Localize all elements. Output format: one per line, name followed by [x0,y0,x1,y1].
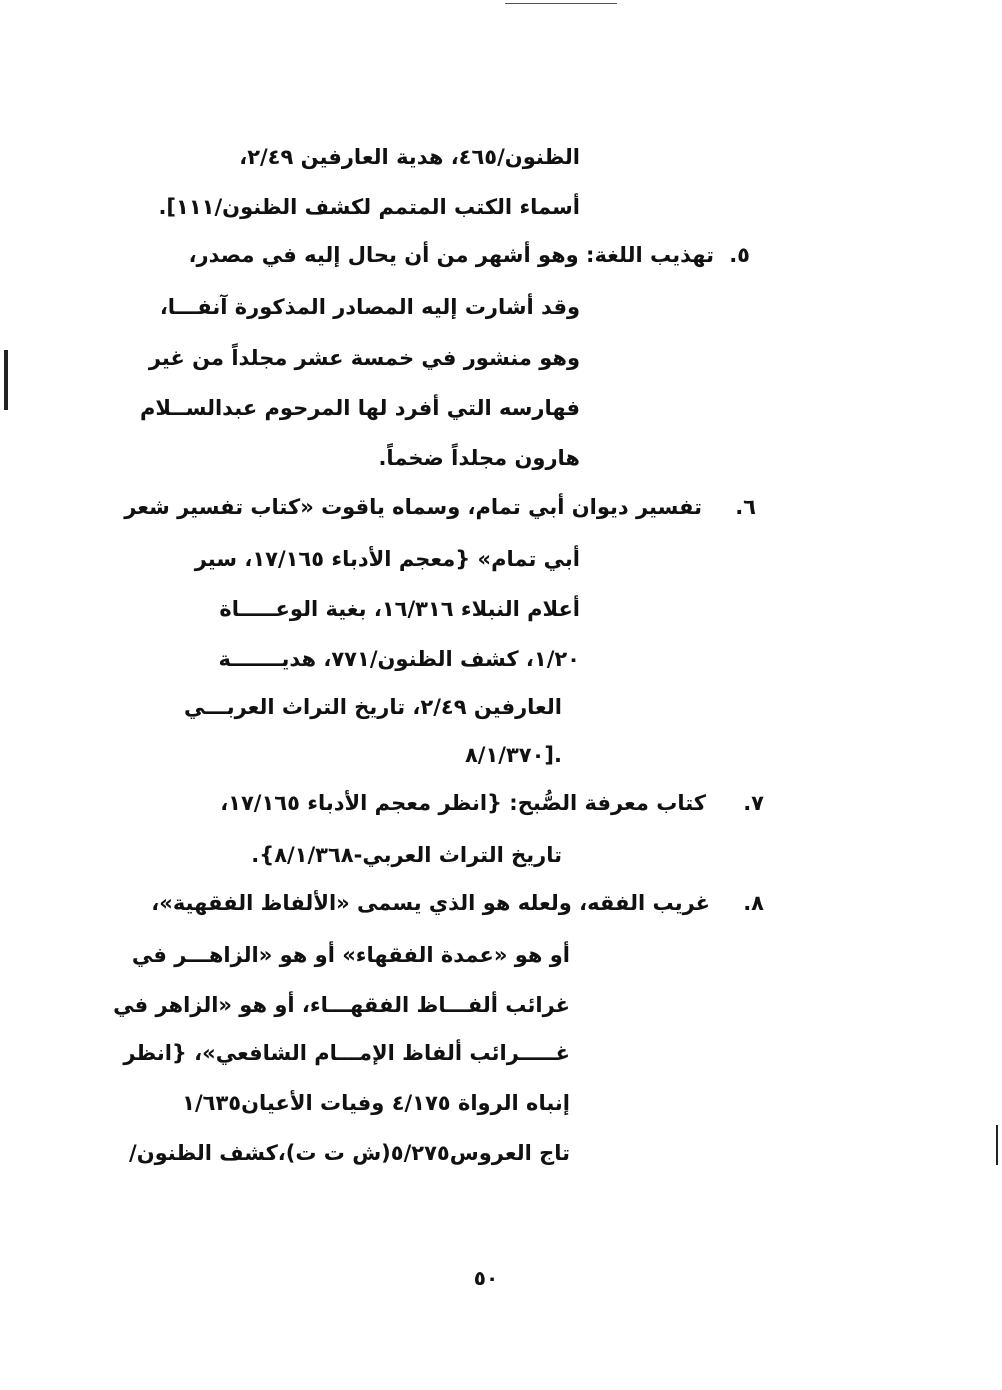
text-line: تاج العروس٥/٢٧٥(ش ت ت)،كشف الظنون/ [129,1141,570,1165]
text-line: تاريخ التراث العربي-٨/١/٣٦٨}. [251,843,562,867]
text-line: غـــــرائب ألفاظ الإمـــام الشافعي»، {انظر [123,1041,570,1065]
text-line: فهارسه التي أفرد لها المرحوم عبدالســلام [140,396,580,420]
text-line: تفسير ديوان أبي تمام، وسماه ياقوت «كتاب تفسير شعر [124,495,702,519]
text-line: تهذيب اللغة: وهو أشهر من أن يحال إليه في مصدر، [188,243,714,267]
text-line: أعلام النبلاء ١٦/٣١٦، بغية الوعـــــاة [219,597,580,621]
text-line: ١/٢٠، كشف الظنون/٧٧١، هديـــــــة [218,647,580,671]
item-number: ٦. [735,495,756,519]
text-line: غرائب ألفـــاظ الفقهـــاء، أو هو «الزاهر في [113,993,570,1017]
scan-mark-right [996,1125,998,1165]
item-number: ٥. [729,243,750,267]
text-line: وهو منشور في خمسة عشر مجلداً من غير [148,346,580,370]
top-rule [505,3,617,4]
text-line: الظنون/٤٦٥، هدية العارفين ٢/٤٩، [239,145,580,169]
text-line: أبي تمام» {معجم الأدباء ١٧/١٦٥، سير [194,547,580,571]
text-line: هارون مجلداً ضخماً. [378,446,580,470]
scan-mark-left [4,350,8,410]
text-line: العارفين ٢/٤٩، تاريخ التراث العربـــي [183,695,562,719]
item-number: ٨. [743,891,764,915]
text-line: كتاب معرفة الصُّبح: {انظر معجم الأدباء ١٧/١٦٥، [220,791,706,815]
text-line: وقد أشارت إليه المصادر المذكورة آنفـــا، [159,295,580,319]
text-line: غريب الفقه، ولعله هو الذي يسمى «الألفاظ الفقهية»، [151,891,710,915]
text-line: ٨/١/٣٧٠]. [464,743,562,767]
item-number: ٧. [743,791,764,815]
text-line: إنباه الرواة ٤/١٧٥ وفيات الأعيان١/٦٣٥ [182,1091,570,1115]
text-line: أسماء الكتب المتمم لكشف الظنون/١١١]. [158,195,580,219]
page-number: ٥٠ [473,1266,499,1290]
text-line: أو هو «عمدة الفقهاء» أو هو «الزاهـــر في [131,943,570,967]
